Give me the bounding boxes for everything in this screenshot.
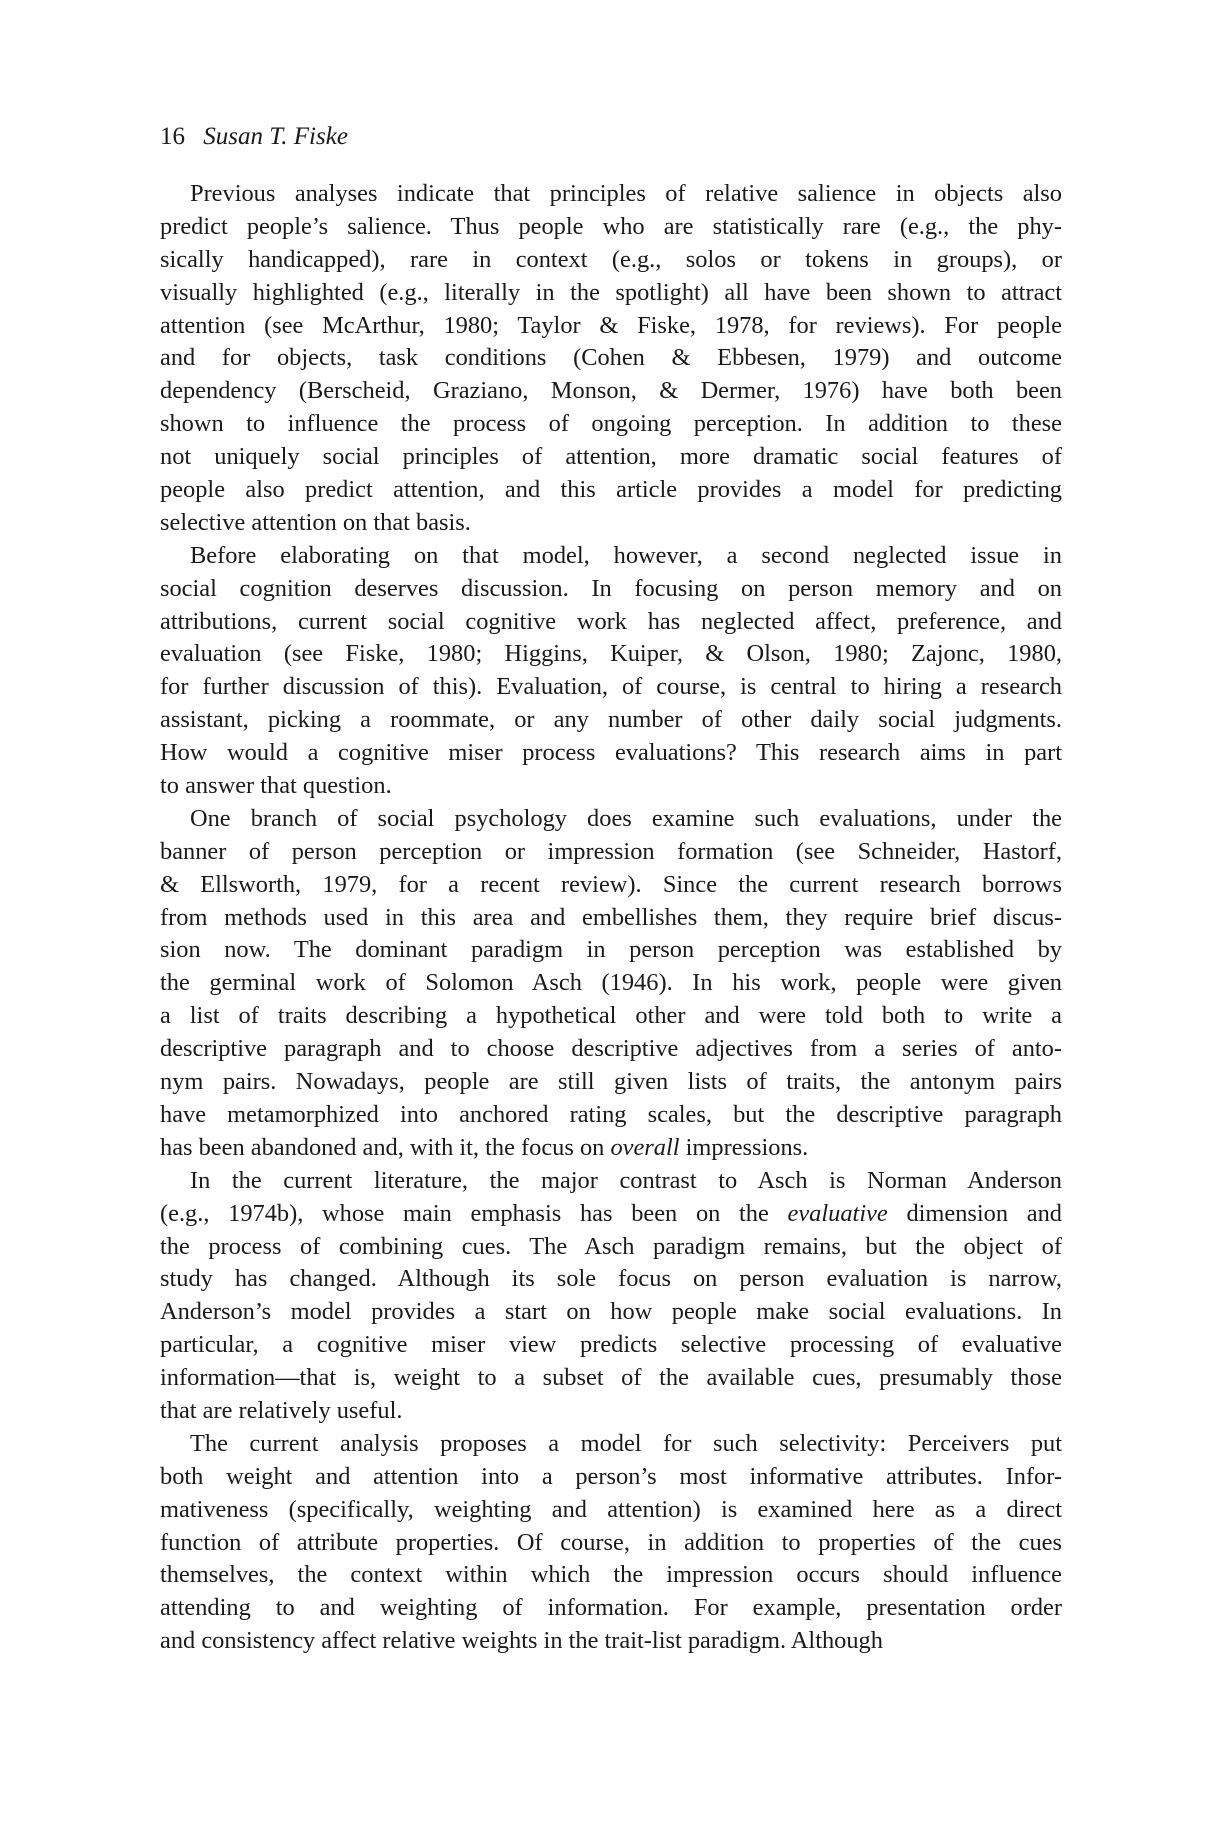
text-line: banner of person perception or impression formation (see Schneider, Hastorf,: [160, 837, 1062, 865]
text-line: attending to and weighting of information. For example, presentation order: [160, 1594, 1062, 1622]
text-line: for further discussion of this). Evaluation, of course, is central to hiring a research: [160, 673, 1062, 701]
text-line: not uniquely social principles of attention, more dramatic social features of: [160, 443, 1062, 471]
page-number: 16: [160, 123, 185, 150]
text-line: have metamorphized into anchored rating scales, but the descriptive paragraph: [160, 1100, 1062, 1128]
text-line: Anderson’s model provides a start on how people make social evaluations. In: [160, 1298, 1062, 1326]
text-line: shown to influence the process of ongoing perception. In addition to these: [160, 410, 1062, 438]
text-line: that are relatively useful.: [160, 1396, 403, 1424]
text-line: and consistency affect relative weights in the trait-list paradigm. Although: [160, 1627, 883, 1655]
text-line: attributions, current social cognitive work has neglected affect, preference, and: [160, 607, 1062, 635]
text-line: [160, 1198, 1062, 1231]
text-line: from methods used in this area and embellishes them, they require brief discus-: [160, 903, 1062, 931]
text-line: nym pairs. Nowadays, people are still given lists of traits, the antonym pairs: [160, 1068, 1062, 1096]
italic-emphasis: overall: [610, 1133, 680, 1161]
italic-emphasis: evaluative: [787, 1199, 888, 1227]
text-run: dimension and: [887, 1199, 1062, 1227]
text-line: function of attribute properties. Of course, in addition to properties of the cues: [160, 1528, 1062, 1556]
text-run: (e.g., 1974b), whose main emphasis has been on the: [160, 1199, 788, 1227]
text-line: the germinal work of Solomon Asch (1946). In his work, people were given: [160, 969, 1062, 997]
body-text: [160, 178, 1062, 1658]
text-line: How would a cognitive miser process evaluations? This research aims in part: [160, 739, 1062, 767]
paragraph: [160, 178, 1062, 540]
text-line: the process of combining cues. The Asch paradigm remains, but the object of: [160, 1232, 1062, 1260]
text-line: predict people’s salience. Thus people who are statistically rare (e.g., the phy-: [160, 212, 1062, 240]
text-line: In the current literature, the major contrast to Asch is Norman Anderson: [190, 1166, 1062, 1194]
text-line: mativeness (specifically, weighting and attention) is examined here as a direct: [160, 1495, 1062, 1523]
text-line: and for objects, task conditions (Cohen & Ebbesen, 1979) and outcome: [160, 344, 1062, 372]
text-line: particular, a cognitive miser view predicts selective processing of evaluative: [160, 1331, 1062, 1359]
paragraph: [160, 540, 1062, 803]
text-line: themselves, the context within which the impression occurs should influence: [160, 1561, 1062, 1589]
paragraph: [160, 1165, 1062, 1428]
running-head-author: Susan T. Fiske: [203, 123, 348, 150]
text-line: evaluation (see Fiske, 1980; Higgins, Kuiper, & Olson, 1980; Zajonc, 1980,: [160, 640, 1062, 668]
text-line: social cognition deserves discussion. In focusing on person memory and on: [160, 574, 1062, 602]
text-line: people also predict attention, and this article provides a model for predicting: [160, 476, 1062, 504]
text-run: impressions.: [679, 1133, 809, 1161]
text-run: has been abandoned and, with it, the focus on: [160, 1133, 611, 1161]
text-line: sically handicapped), rare in context (e.g., solos or tokens in groups), or: [160, 245, 1062, 273]
text-line: visually highlighted (e.g., literally in the spotlight) all have been shown to attract: [160, 278, 1062, 306]
text-line: descriptive paragraph and to choose descriptive adjectives from a series of anto-: [160, 1035, 1062, 1063]
running-head: [160, 122, 348, 152]
text-line: a list of traits describing a hypothetical other and were told both to write a: [160, 1002, 1062, 1030]
text-line: study has changed. Although its sole focus on person evaluation is narrow,: [160, 1265, 1062, 1293]
paragraph: [160, 1428, 1062, 1658]
text-line: information—that is, weight to a subset of the available cues, presumably those: [160, 1364, 1062, 1392]
text-line: dependency (Berscheid, Graziano, Monson, & Dermer, 1976) have both been: [160, 377, 1062, 405]
paragraph: [160, 803, 1062, 1165]
text-line: sion now. The dominant paradigm in person perception was established by: [160, 936, 1062, 964]
text-line: attention (see McArthur, 1980; Taylor & Fiske, 1978, for reviews). For people: [160, 311, 1062, 339]
text-line: The current analysis proposes a model for such selectivity: Perceivers put: [190, 1429, 1062, 1457]
text-line: assistant, picking a roommate, or any number of other daily social judgments.: [160, 706, 1062, 734]
text-line: Before elaborating on that model, however, a second neglected issue in: [190, 541, 1062, 569]
text-line: selective attention on that basis.: [160, 508, 471, 536]
text-line: to answer that question.: [160, 772, 392, 800]
text-line: Previous analyses indicate that principles of relative salience in objects also: [190, 180, 1062, 207]
text-line: & Ellsworth, 1979, for a recent review). Since the current research borrows: [160, 870, 1062, 898]
text-line: [160, 1132, 1062, 1165]
text-line: both weight and attention into a person’s most informative attributes. Infor-: [160, 1462, 1062, 1490]
text-line: One branch of social psychology does examine such evaluations, under the: [190, 804, 1062, 832]
